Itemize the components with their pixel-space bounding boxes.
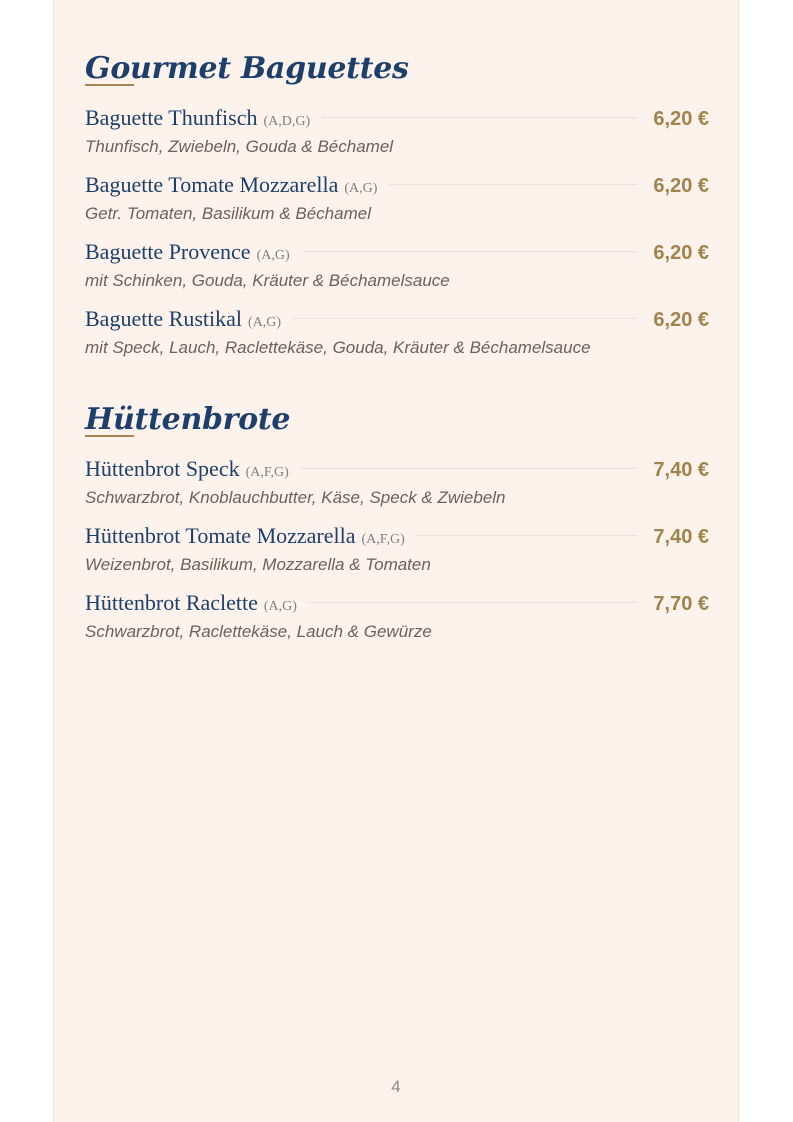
menu-item-description: Thunfisch, Zwiebeln, Gouda & Béchamel	[85, 137, 394, 156]
menu-item-list	[85, 456, 709, 657]
menu-item-description: mit Schinken, Gouda, Kräuter & Béchamelsauce	[85, 271, 450, 290]
section-title: Gourmet Baguettes	[85, 51, 409, 86]
menu-item-list	[85, 105, 709, 373]
menu-item-header	[85, 456, 709, 486]
menu-item-description: mit Speck, Lauch, Raclettekäse, Gouda, Kräuter & Béchamelsauce	[85, 338, 591, 357]
menu-item-allergens: (A,F,G)	[245, 465, 289, 480]
menu-item-allergens: (A,G)	[256, 248, 290, 263]
dotted-leader	[417, 535, 637, 536]
dotted-leader	[301, 468, 637, 469]
menu-item	[85, 306, 709, 373]
menu-item-price: 6,20 €	[653, 309, 709, 331]
menu-item-header	[85, 523, 709, 553]
dotted-leader	[322, 117, 637, 118]
menu-item-name: Baguette Rustikal	[85, 306, 243, 331]
menu-page	[53, 0, 739, 1122]
dotted-leader	[309, 602, 637, 603]
section-title: Hüttenbrote	[85, 402, 291, 437]
menu-item-name: Hüttenbrot Speck	[85, 456, 240, 481]
page-number: 4	[391, 1077, 401, 1096]
menu-item-price: 7,40 €	[653, 526, 709, 548]
menu-item-description: Schwarzbrot, Knoblauchbutter, Käse, Speck & Zwiebeln	[85, 488, 506, 507]
menu-item-header	[85, 172, 709, 202]
menu-item-price: 7,70 €	[653, 593, 709, 615]
menu-item-price: 6,20 €	[653, 175, 709, 197]
menu-item-allergens: (A,D,G)	[263, 114, 311, 129]
menu-item-header	[85, 105, 709, 135]
menu-item-allergens: (A,G)	[344, 181, 378, 196]
dotted-leader	[389, 184, 637, 185]
section-gourmet-baguettes	[85, 51, 709, 373]
menu-item	[85, 590, 709, 657]
menu-item-allergens: (A,F,G)	[361, 532, 405, 547]
menu-item-allergens: (A,G)	[248, 315, 282, 330]
menu-item	[85, 523, 709, 590]
menu-item-name: Hüttenbrot Tomate Mozzarella	[85, 523, 356, 548]
menu-item-name: Baguette Thunfisch	[85, 105, 258, 130]
menu-item-price: 6,20 €	[653, 242, 709, 264]
menu-item-description: Weizenbrot, Basilikum, Mozzarella & Tomaten	[85, 555, 431, 574]
menu-item-header	[85, 306, 709, 336]
menu-item-header	[85, 239, 709, 269]
menu-item-name: Baguette Tomate Mozzarella	[85, 172, 339, 197]
menu-item	[85, 105, 709, 172]
menu-item-allergens: (A,G)	[263, 599, 297, 614]
menu-item-header	[85, 590, 709, 620]
menu-item	[85, 239, 709, 306]
dotted-leader	[293, 318, 637, 319]
dotted-leader	[302, 251, 637, 252]
menu-item-price: 6,20 €	[653, 108, 709, 130]
menu-item	[85, 172, 709, 239]
menu-item-description: Schwarzbrot, Raclettekäse, Lauch & Gewürze	[85, 622, 432, 641]
menu-item	[85, 456, 709, 523]
menu-item-description: Getr. Tomaten, Basilikum & Béchamel	[85, 204, 371, 223]
menu-item-name: Hüttenbrot Raclette	[85, 590, 258, 615]
menu-item-name: Baguette Provence	[85, 239, 251, 264]
section-huettenbrote	[85, 402, 709, 657]
menu-item-price: 7,40 €	[653, 459, 709, 481]
